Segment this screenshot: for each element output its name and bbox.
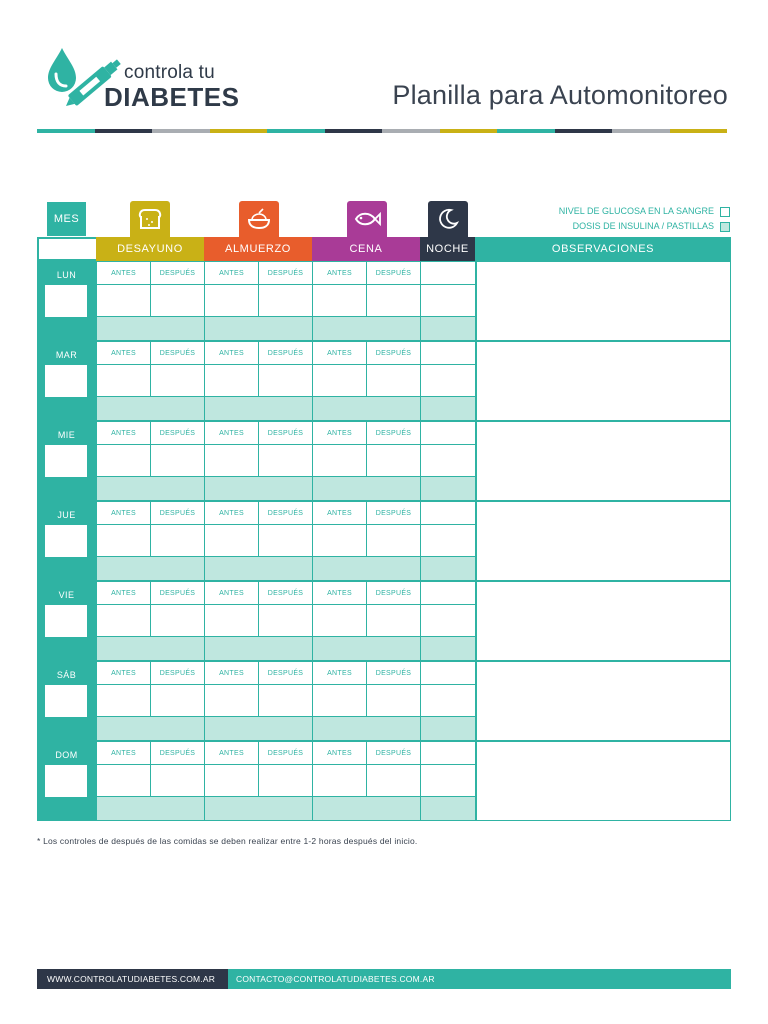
glucose-row <box>97 365 476 397</box>
insulin-noche-cell[interactable] <box>421 717 476 741</box>
glucose-noche-cell[interactable] <box>421 445 476 477</box>
day-grid <box>96 501 475 581</box>
insulin-cell[interactable] <box>97 317 205 341</box>
despues-label: DESPUÉS <box>151 581 205 605</box>
despues-label: DESPUÉS <box>367 581 421 605</box>
glucose-row <box>97 605 476 637</box>
fish-icon <box>347 201 387 237</box>
observaciones-cell[interactable] <box>475 341 731 421</box>
day-label-column <box>37 341 96 421</box>
despues-label: DESPUÉS <box>259 501 313 525</box>
day-grid <box>96 341 475 421</box>
glucose-cell[interactable] <box>151 285 205 317</box>
despues-label: DESPUÉS <box>367 261 421 285</box>
despues-label: DESPUÉS <box>367 741 421 765</box>
despues-label: DESPUÉS <box>151 741 205 765</box>
glucose-cell[interactable] <box>259 445 313 477</box>
glucose-cell[interactable] <box>367 365 421 397</box>
antes-label: ANTES <box>97 341 151 365</box>
insulin-row <box>97 717 476 741</box>
glucose-noche-cell[interactable] <box>421 685 476 717</box>
before-after-labels <box>97 501 476 525</box>
insulin-cell[interactable] <box>97 477 205 501</box>
brand-line1: controla tu <box>124 62 215 83</box>
day-date-input[interactable] <box>45 525 87 557</box>
glucose-cell[interactable] <box>205 365 259 397</box>
despues-label: DESPUÉS <box>259 341 313 365</box>
insulin-row <box>97 637 476 661</box>
antes-label: ANTES <box>205 661 259 685</box>
before-after-labels <box>97 421 476 445</box>
day-date-input[interactable] <box>45 765 87 797</box>
despues-label: DESPUÉS <box>259 581 313 605</box>
day-block <box>37 261 731 341</box>
glucose-cell[interactable] <box>151 525 205 557</box>
antes-label: ANTES <box>313 421 367 445</box>
day-grid <box>96 741 475 821</box>
insulin-cell[interactable] <box>313 797 421 821</box>
day-name: LUN <box>56 270 77 280</box>
insulin-cell[interactable] <box>313 717 421 741</box>
insulin-noche-cell[interactable] <box>421 557 476 581</box>
antes-label: ANTES <box>313 741 367 765</box>
before-after-labels <box>97 661 476 685</box>
glucose-cell[interactable] <box>259 365 313 397</box>
noche-label-cell[interactable] <box>421 661 476 685</box>
glucose-cell[interactable] <box>313 605 367 637</box>
day-block <box>37 581 731 661</box>
day-grid <box>96 661 475 741</box>
antes-label: ANTES <box>97 261 151 285</box>
legend-insulin-label: DOSIS DE INSULINA / PASTILLAS <box>572 221 714 231</box>
insulin-noche-cell[interactable] <box>421 637 476 661</box>
despues-label: DESPUÉS <box>151 661 205 685</box>
despues-label: DESPUÉS <box>367 661 421 685</box>
observaciones-cell[interactable] <box>475 661 731 741</box>
noche-label-cell[interactable] <box>421 421 476 445</box>
day-label-column <box>37 741 96 821</box>
brand-line2: DIABETES <box>104 82 240 112</box>
header-desayuno: DESAYUNO <box>96 237 204 261</box>
plate-icon <box>239 201 279 237</box>
insulin-cell[interactable] <box>205 317 313 341</box>
antes-label: ANTES <box>97 581 151 605</box>
before-after-labels <box>97 341 476 365</box>
day-block <box>37 341 731 421</box>
noche-label-cell[interactable] <box>421 341 476 365</box>
despues-label: DESPUÉS <box>151 261 205 285</box>
antes-label: ANTES <box>205 261 259 285</box>
glucose-cell[interactable] <box>205 685 259 717</box>
glucose-cell[interactable] <box>151 365 205 397</box>
despues-label: DESPUÉS <box>151 421 205 445</box>
despues-label: DESPUÉS <box>259 261 313 285</box>
noche-label-cell[interactable] <box>421 741 476 765</box>
footnote: * Los controles de después de las comidas se deben realizar entre 1-2 horas después del inicio. <box>37 836 418 846</box>
day-name: MIE <box>57 430 76 440</box>
antes-label: ANTES <box>97 421 151 445</box>
observaciones-cell[interactable] <box>475 261 731 341</box>
brand-logo <box>46 44 240 112</box>
antes-label: ANTES <box>313 341 367 365</box>
glucose-cell[interactable] <box>367 525 421 557</box>
insulin-cell[interactable] <box>313 397 421 421</box>
footer <box>37 969 731 989</box>
day-label-column <box>37 581 96 661</box>
antes-label: ANTES <box>205 741 259 765</box>
insulin-row <box>97 557 476 581</box>
day-name: VIE <box>58 590 75 600</box>
glucose-cell[interactable] <box>367 285 421 317</box>
day-block <box>37 421 731 501</box>
antes-label: ANTES <box>97 741 151 765</box>
glucose-cell[interactable] <box>367 445 421 477</box>
insulin-cell[interactable] <box>313 637 421 661</box>
despues-label: DESPUÉS <box>151 501 205 525</box>
header-observaciones: OBSERVACIONES <box>475 237 731 261</box>
glucose-cell[interactable] <box>97 525 151 557</box>
insulin-cell[interactable] <box>313 557 421 581</box>
glucose-cell[interactable] <box>151 445 205 477</box>
glucose-noche-cell[interactable] <box>421 365 476 397</box>
before-after-labels <box>97 581 476 605</box>
antes-label: ANTES <box>205 501 259 525</box>
legend-insulin-swatch <box>720 222 730 232</box>
noche-label-cell[interactable] <box>421 581 476 605</box>
glucose-cell[interactable] <box>313 445 367 477</box>
footer-website[interactable]: WWW.CONTROLATUDIABETES.COM.AR <box>37 969 228 989</box>
observaciones-cell[interactable] <box>475 581 731 661</box>
antes-label: ANTES <box>205 341 259 365</box>
despues-label: DESPUÉS <box>259 741 313 765</box>
antes-label: ANTES <box>313 581 367 605</box>
insulin-cell[interactable] <box>97 557 205 581</box>
day-date-input[interactable] <box>45 365 87 397</box>
insulin-cell[interactable] <box>97 797 205 821</box>
before-after-labels <box>97 261 476 285</box>
insulin-cell[interactable] <box>205 717 313 741</box>
observaciones-cell[interactable] <box>475 421 731 501</box>
glucose-noche-cell[interactable] <box>421 525 476 557</box>
insulin-row <box>97 397 476 421</box>
glucose-cell[interactable] <box>259 685 313 717</box>
despues-label: DESPUÉS <box>367 421 421 445</box>
insulin-cell[interactable] <box>313 477 421 501</box>
glucose-cell[interactable] <box>313 365 367 397</box>
glucose-cell[interactable] <box>205 445 259 477</box>
day-grid <box>96 261 475 341</box>
header-almuerzo: ALMUERZO <box>204 237 312 261</box>
insulin-noche-cell[interactable] <box>421 397 476 421</box>
day-name: MAR <box>55 350 78 360</box>
glucose-row <box>97 765 476 797</box>
legend-glucose-label: NIVEL DE GLUCOSA EN LA SANGRE <box>558 206 714 216</box>
insulin-cell[interactable] <box>205 477 313 501</box>
glucose-noche-cell[interactable] <box>421 285 476 317</box>
insulin-cell[interactable] <box>205 637 313 661</box>
glucose-cell[interactable] <box>313 685 367 717</box>
day-block <box>37 501 731 581</box>
legend <box>559 204 730 234</box>
glucose-row <box>97 285 476 317</box>
insulin-cell[interactable] <box>97 397 205 421</box>
noche-label-cell[interactable] <box>421 261 476 285</box>
glucose-cell[interactable] <box>97 765 151 797</box>
insulin-cell[interactable] <box>205 797 313 821</box>
glucose-cell[interactable] <box>97 365 151 397</box>
before-after-labels <box>97 741 476 765</box>
insulin-row <box>97 797 476 821</box>
insulin-cell[interactable] <box>97 717 205 741</box>
glucose-noche-cell[interactable] <box>421 605 476 637</box>
glucose-cell[interactable] <box>97 445 151 477</box>
day-block <box>37 741 731 821</box>
day-label-column <box>37 501 96 581</box>
despues-label: DESPUÉS <box>151 341 205 365</box>
antes-label: ANTES <box>313 661 367 685</box>
day-label-column <box>37 261 96 341</box>
day-date-input[interactable] <box>45 685 87 717</box>
glucose-cell[interactable] <box>313 765 367 797</box>
day-date-input[interactable] <box>45 605 87 637</box>
mes-input-cell[interactable] <box>37 237 96 261</box>
page-title: Planilla para Automonitoreo <box>392 80 728 110</box>
glucose-noche-cell[interactable] <box>421 765 476 797</box>
glucose-cell[interactable] <box>259 605 313 637</box>
insulin-cell[interactable] <box>205 397 313 421</box>
glucose-cell[interactable] <box>313 285 367 317</box>
day-grid <box>96 581 475 661</box>
antes-label: ANTES <box>97 661 151 685</box>
despues-label: DESPUÉS <box>367 341 421 365</box>
glucose-cell[interactable] <box>367 765 421 797</box>
insulin-cell[interactable] <box>313 317 421 341</box>
antes-label: ANTES <box>97 501 151 525</box>
glucose-cell[interactable] <box>205 765 259 797</box>
table-header <box>37 237 731 261</box>
header-cena: CENA <box>312 237 420 261</box>
insulin-noche-cell[interactable] <box>421 797 476 821</box>
insulin-cell[interactable] <box>97 637 205 661</box>
insulin-row <box>97 317 476 341</box>
observaciones-cell[interactable] <box>475 501 731 581</box>
antes-label: ANTES <box>313 501 367 525</box>
moon-icon <box>428 201 468 237</box>
legend-insulin <box>559 219 730 234</box>
insulin-noche-cell[interactable] <box>421 477 476 501</box>
header-noche: NOCHE <box>420 237 475 261</box>
glucose-cell[interactable] <box>151 605 205 637</box>
antes-label: ANTES <box>205 421 259 445</box>
color-stripe <box>37 129 727 133</box>
observaciones-cell[interactable] <box>475 741 731 821</box>
glucose-cell[interactable] <box>367 605 421 637</box>
glucose-cell[interactable] <box>259 285 313 317</box>
glucose-cell[interactable] <box>313 525 367 557</box>
glucose-cell[interactable] <box>205 285 259 317</box>
antes-label: ANTES <box>313 261 367 285</box>
day-name: DOM <box>55 750 78 760</box>
day-grid <box>96 421 475 501</box>
despues-label: DESPUÉS <box>259 421 313 445</box>
despues-label: DESPUÉS <box>367 501 421 525</box>
day-date-input[interactable] <box>45 285 87 317</box>
day-date-input[interactable] <box>45 445 87 477</box>
bread-icon <box>130 201 170 237</box>
glucose-cell[interactable] <box>151 685 205 717</box>
glucose-row <box>97 685 476 717</box>
footer-contact[interactable]: CONTACTO@CONTROLATUDIABETES.COM.AR <box>228 969 731 989</box>
legend-glucose <box>559 204 730 219</box>
despues-label: DESPUÉS <box>259 661 313 685</box>
glucose-cell[interactable] <box>205 605 259 637</box>
insulin-cell[interactable] <box>205 557 313 581</box>
glucose-cell[interactable] <box>367 685 421 717</box>
glucose-cell[interactable] <box>97 605 151 637</box>
glucose-row <box>97 525 476 557</box>
day-label-column <box>37 421 96 501</box>
glucose-cell[interactable] <box>97 285 151 317</box>
insulin-row <box>97 477 476 501</box>
antes-label: ANTES <box>205 581 259 605</box>
mes-label: MES <box>47 202 86 236</box>
day-label-column <box>37 661 96 741</box>
legend-glucose-swatch <box>720 207 730 217</box>
insulin-noche-cell[interactable] <box>421 317 476 341</box>
day-name: JUE <box>57 510 76 520</box>
glucose-cell[interactable] <box>259 525 313 557</box>
glucose-cell[interactable] <box>97 685 151 717</box>
glucose-cell[interactable] <box>151 765 205 797</box>
glucose-cell[interactable] <box>205 525 259 557</box>
day-name: SÁB <box>56 670 77 680</box>
noche-label-cell[interactable] <box>421 501 476 525</box>
glucose-row <box>97 445 476 477</box>
day-block <box>37 661 731 741</box>
glucose-cell[interactable] <box>259 765 313 797</box>
